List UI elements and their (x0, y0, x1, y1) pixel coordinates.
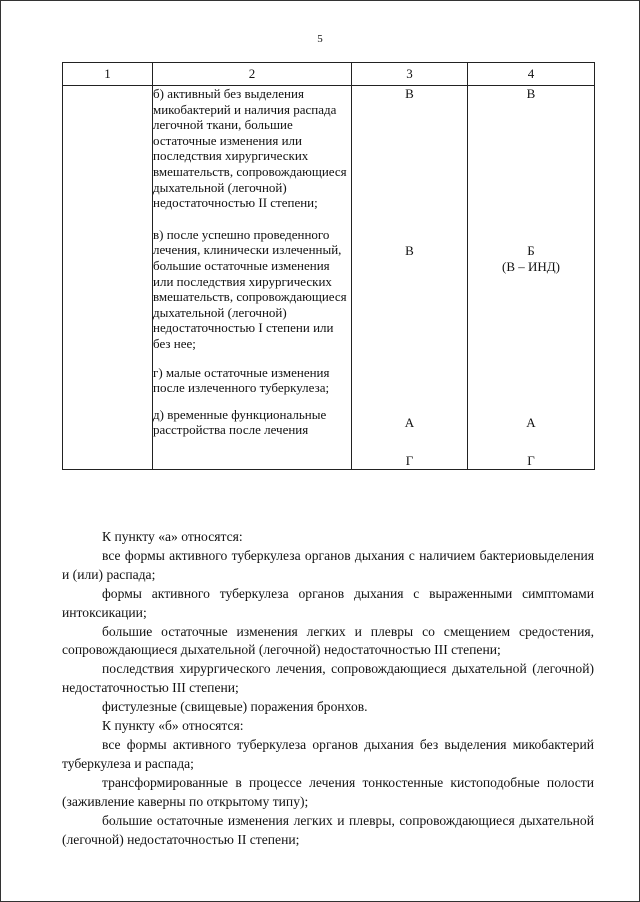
column-header-4: 4 (468, 63, 595, 86)
condition-b-col3: В (405, 86, 414, 101)
condition-v-col3: В (405, 243, 414, 258)
condition-d-col3: Г (405, 453, 414, 468)
body-text (62, 528, 594, 849)
paragraph: большие остаточные изменения легких и плевры, сопровождающиеся дыхательной (легочной) недостаточностью II степени; (62, 812, 594, 847)
paragraph: все формы активного туберкулеза органов дыхания с наличием бактериовыделения и (или) распада; (62, 547, 594, 582)
section-b-heading: К пункту «б» относятся: (102, 718, 244, 734)
column-4-cell (468, 86, 595, 470)
condition-d-col4: Г (527, 453, 535, 468)
condition-g-col3: А (404, 415, 415, 430)
column-header-3: 3 (352, 63, 468, 86)
condition-descriptions-cell (153, 86, 352, 470)
condition-b-text: б) активный без выделения микобактерий и наличия распада легочной ткани, большие остаточные изменения или последствия хирургических вмешательств, сопровождающиеся дыхательной (легочной) недостаточностью II степени; (153, 86, 347, 211)
paragraph: все формы активного туберкулеза органов дыхания без выделения микобактерий туберкулеза и распада; (62, 736, 594, 771)
classification-table (62, 62, 595, 470)
condition-v-col4-group (468, 243, 594, 415)
condition-g-col4: А (526, 415, 536, 430)
condition-v-text: в) после успешно проведенного лечения, клинически излеченный, большие остаточные изменения или последствия хирургических вмешательств, сопровождающиеся дыхательной (легочной) недостаточностью I степени или без нее; (153, 226, 347, 351)
condition-g-text: г) малые остаточные изменения после излеченного туберкулеза; (153, 364, 330, 396)
condition-b-col4: В (526, 86, 536, 101)
condition-v-col4: Б (527, 243, 535, 258)
paragraph: трансформированные в процессе лечения тонкостенные кистоподобные полости (заживление каверны по открытому типу); (62, 774, 594, 809)
section-a-heading: К пункту «а» относятся: (102, 529, 243, 544)
table-header-row (63, 63, 595, 86)
column-header-2: 2 (153, 63, 352, 86)
column-header-1: 1 (63, 63, 153, 86)
page-number: 5 (317, 33, 323, 45)
column-3-cell (352, 86, 468, 470)
condition-v-col4-note: (В – ИНД) (502, 258, 560, 274)
paragraph: фистулезные (свищевые) поражения бронхов. (102, 699, 368, 715)
paragraph: большие остаточные изменения легких и плевры со смещением средостения, сопровождающиеся дыхательной (легочной) недостаточностью III степени; (62, 623, 594, 658)
column-1-cell (63, 86, 153, 470)
paragraph: последствия хирургического лечения, сопровождающиеся дыхательной (легочной) недостаточностью III степени; (62, 661, 594, 696)
paragraph: формы активного туберкулеза органов дыхания с выраженными симптомами интоксикации; (62, 585, 594, 620)
condition-d-text: д) временные функциональные расстройства после лечения (153, 406, 327, 438)
table-row (63, 86, 595, 470)
